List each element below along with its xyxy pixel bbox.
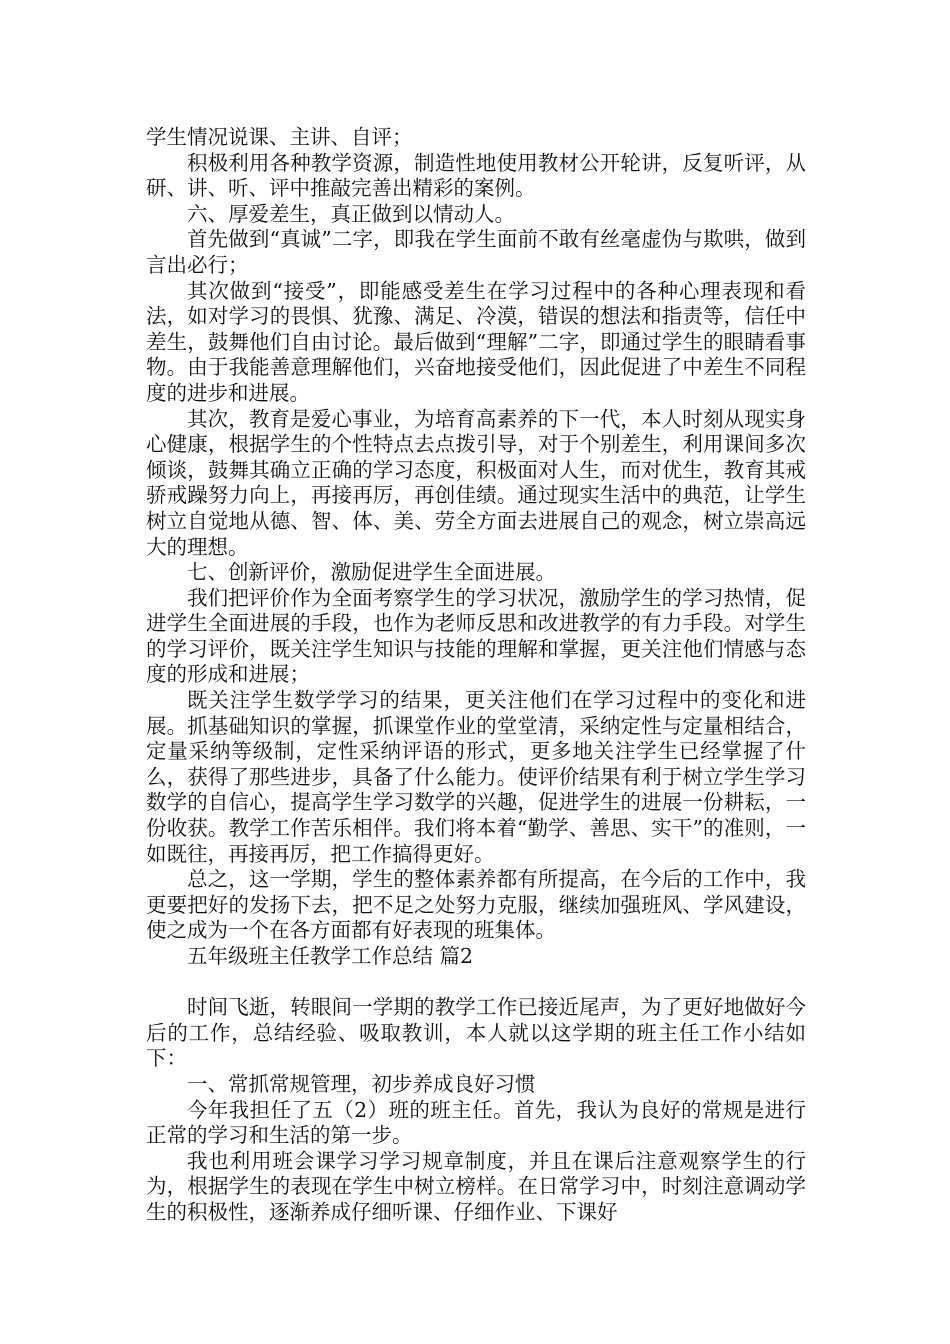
paragraph: 首先做到“真诚”二字，即我在学生面前不敢有丝毫虚伪与欺哄，做到言出必行； (146, 227, 806, 277)
document-body (146, 125, 806, 1226)
section-heading: 一、常抓常规管理，初步养成良好习惯 (187, 1071, 536, 1096)
paragraph: 其次做到“接受”，即能感受差生在学习过程中的各种心理表现和看法，如对学习的畏惧、犹豫、满足、冷漠，错误的想法和指责等，信任中差生，鼓舞他们自由讨论。最后做到“理解”二字，即通过学生的眼睛看事物。由于我能善意理解他们，兴奋地接受他们，因此促进了中差生不同程度的进步和进展。 (146, 278, 806, 405)
paragraph: 今年我担任了五（2）班的班主任。首先，我认为良好的常规是进行正常的学习和生活的第一步。 (146, 1097, 806, 1148)
paragraph: 既关注学生数学学习的结果，更关注他们在学习过程中的变化和进展。抓基础知识的掌握，抓课堂作业的堂堂清，采纳定性与定量相结合，定量采纳等级制，定性采纳评语的形式，更多地关注学生已经掌握了什么，获得了那些进步，具备了什么能力。使评价结果有利于树立学生学习数学的自信心，提高学生学习数学的兴趣，促进学生的进展一份耕耘，一份收获。教学工作苦乐相伴。我们将本着“勤学、善思、实干”的准则，一如既往，再接再厉，把工作搞得更好。 (146, 688, 806, 866)
blank-line (146, 970, 806, 996)
paragraph: 时间飞逝，转眼间一学期的教学工作已接近尾声，为了更好地做好今后的工作，总结经验、吸取教训，本人就以这学期的班主任工作小结如下： (146, 995, 806, 1071)
paragraph: 积极利用各种教学资源，制造性地使用教材公开轮讲，反复听评，从研、讲、听、评中推敲完善出精彩的案例。 (146, 150, 806, 201)
paragraph: 其次，教育是爱心事业，为培育高素养的下一代，本人时刻从现实身心健康，根据学生的个性特点去点拨引导，对于个别差生，利用课间多次倾谈，鼓舞其确立正确的学习态度，积极面对人生，而对优生，教育其戒骄戒躁努力向上，再接再厉，再创佳绩。通过现实生活中的典范，让学生树立自觉地从德、智、体、美、劳全方面去进展自己的观念，树立崇高远大的理想。 (146, 406, 806, 559)
section-heading: 七、创新评价，激励促进学生全面进展。 (187, 560, 556, 585)
paragraph: 学生情况说课、主讲、自评； (146, 125, 413, 149)
section-heading: 六、厚爱差生，真正做到以情动人。 (187, 201, 515, 226)
paragraph: 我们把评价作为全面考察学生的学习状况，激励学生的学习热情，促进学生全面进展的手段，也作为老师反思和改进教学的有力手段。对学生的学习评价，既关注学生知识与技能的理解和掌握，更关注他们情感与态度的形成和进展； (146, 585, 806, 687)
article-title: 五年级班主任教学工作总结 篇2 (187, 944, 474, 968)
paragraph: 总之，这一学期，学生的整体素养都有所提高，在今后的工作中，我更要把好的发扬下去，把不足之处努力克服，继续加强班风、学风建设，使之成为一个在各方面都有好表现的班集体。 (146, 867, 806, 943)
paragraph: 我也利用班会课学习学习规章制度，并且在课后注意观察学生的行为，根据学生的表现在学生中树立榜样。在日常学习中，时刻注意调动学生的积极性，逐渐养成仔细听课、仔细作业、下课好 (146, 1148, 806, 1224)
